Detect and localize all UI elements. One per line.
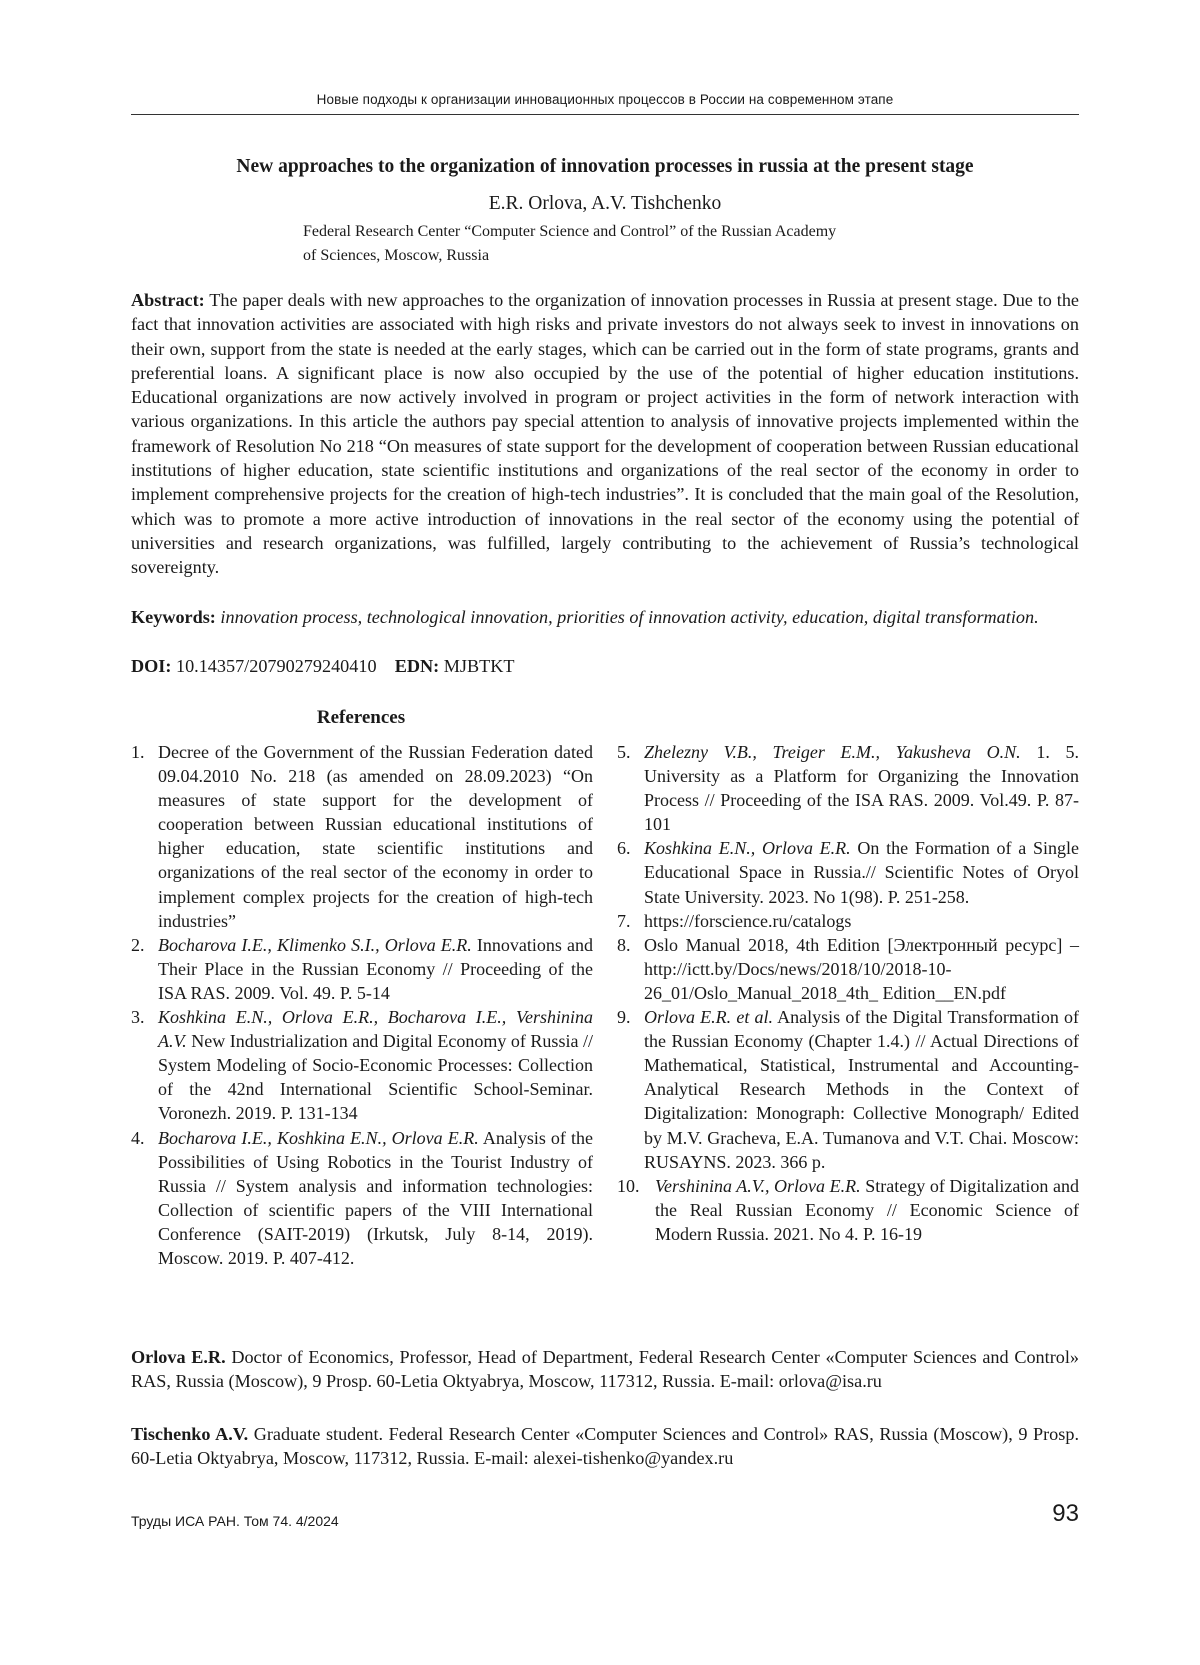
reference-authors: Bocharova I.E., Klimenko S.I., Orlova E.R.: [158, 934, 472, 955]
reference-text: Strategy of Digitalization and the Real Russian Economy // Economic Science of Modern Russia. 2021. No 4. P. 16-19: [655, 1175, 1079, 1244]
reference-text: Decree of the Government of the Russian Federation dated 09.04.2010 No. 218 (as amended on 28.09.2023) “On measures of state support for the development of cooperation between Russian educational institutions of higher education, state scientific institutions and organizations of the real sector of the economy in order to implement complex projects for the creation of high-tech industries”: [158, 742, 593, 931]
article-title: New approaches to the organization of innovation processes in russia at the present stage: [236, 156, 974, 177]
reference-text: Analysis of the Possibilities of Using Robotics in the Tourist Industry of Russia // System analysis and information technologies: Collection of scientific papers of the VIII International Conference (SAIT-2019) (Irkutsk, July 8-14, 2019). Moscow. 2019. P. 407-412.: [158, 1127, 593, 1268]
running-header: Новые подходы к организации инновационных процессов в России на современном этапе: [316, 92, 894, 107]
abstract: [131, 288, 1079, 580]
reference-item: [617, 1005, 1079, 1174]
affiliation-line-2: of Sciences, Moscow, Russia: [303, 247, 490, 264]
reference-text: Innovations and Their Place in the Russian Economy // Proceeding of the ISA RAS. 2009. Vol. 49. P. 5-14: [158, 934, 594, 1003]
references-heading: References: [316, 707, 406, 728]
affiliation-line-1: Federal Research Center “Computer Science and Control” of the Russian Academy: [303, 223, 837, 240]
reference-text: New Industrialization and Digital Economy of Russia // System Modeling of Socio-Economic Processes: Collection of the 42nd International Scientific School-Seminar. Voronezh. 2019. P. 131-134: [158, 1031, 593, 1124]
reference-number: 6.: [617, 838, 631, 859]
reference-item: [131, 1126, 593, 1271]
reference-number: 7.: [617, 910, 631, 931]
reference-number: 9.: [617, 1007, 631, 1028]
reference-authors: Zhelezny V.B., Treiger E.M., Yakusheva O.N.: [644, 742, 1021, 762]
article-authors: E.R. Orlova, A.V. Tishchenko: [488, 193, 722, 214]
reference-authors: Koshkina E.N., Orlova E.R., Bocharova I.E., Vershinina A.V.: [158, 1007, 593, 1052]
bio-name: Orlova E.R.: [131, 1347, 226, 1367]
reference-text: On the Formation of a Single Educational Space in Russia.// Scientific Notes of Oryol State University. 2023. No 1(98). P. 251-258.: [644, 838, 1079, 907]
reference-authors: Koshkina E.N., Orlova E.R.: [644, 838, 851, 859]
reference-number: 10.: [617, 1175, 640, 1196]
reference-item: [617, 1174, 1079, 1246]
abstract-text: The paper deals with new approaches to the organization of innovation processes in Russia at present stage. Due to the fact that innovation activities are associated with high risks and private investors do not always seek to invest in innovations on their own, support from the state is needed at the early stages, which can be carried out in the form of state programs, grants and preferential loans. A significant place is now also occupied by the use of the potential of higher education institutions. Educational organizations are now actively involved in program or project activities in the form of network interaction with various organizations. In this article the authors pay special attention to analysis of innovative projects implemented within the framework of Resolution No 218 “On measures of state support for the development of cooperation between Russian educational institutions of higher education, state scientific institutions and organizations of the real sector of the economy in order to implement comprehensive projects for the creation of high-tech industries”. It is concluded that the main goal of the Resolution, which was to promote a more active introduction of innovations in the real sector of the economy using the potential of universities and research organizations, was fulfilled, largely contributing to the achievement of Russia’s technological sovereignty.: [131, 290, 1079, 578]
keywords-text: innovation process, technological innovation, priorities of innovation activity, education, digital transformation.: [215, 607, 1039, 627]
reference-number: 2.: [131, 934, 145, 955]
reference-number: 1.: [131, 742, 145, 762]
reference-item: [131, 1005, 593, 1125]
header-divider: [131, 114, 1079, 115]
doi-value: 10.14357/20790279240410: [171, 656, 377, 676]
reference-number: 5.: [617, 742, 631, 762]
author-bio: [131, 1345, 1079, 1393]
reference-item: [617, 836, 1079, 908]
references-right-column: [617, 740, 1079, 1246]
reference-link[interactable]: https://forscience.ru/catalogs: [644, 910, 852, 931]
reference-item: [131, 740, 593, 933]
keywords: [131, 605, 1079, 629]
bio-name: Tischenko A.V.: [131, 1424, 249, 1444]
reference-text: 1. 5. University as a Platform for Organizing the Innovation Process // Proceeding of the ISA RAS. 2009. Vol.49. P. 87-101: [644, 742, 1079, 835]
reference-item: [617, 933, 1079, 1005]
reference-item: [617, 909, 1079, 933]
reference-authors: Vershinina A.V., Orlova E.R.: [655, 1175, 861, 1196]
author-bio: [131, 1422, 1079, 1470]
reference-item: [617, 740, 1079, 836]
bio-text: Doctor of Economics, Professor, Head of Department, Federal Research Center «Computer Sciences and Control» RAS, Russia (Moscow), 9 Prosp. 60-Letia Oktyabrya, Moscow, 117312, Russia. E-mail: orlova@isa.ru: [131, 1347, 1079, 1392]
author-affiliation: [303, 220, 923, 268]
doi-label: DOI:: [131, 656, 172, 676]
edn-label: EDN:: [394, 656, 440, 676]
reference-text: Analysis of the Digital Transformation of the Russian Economy (Chapter 1.4.) // Actual Directions of Mathematical, Statistical, Instrumental and Accounting-Analytical Research Methods in the Context of Digitalization: Monograph: Collective Monograph/ Edited by M.V. Gracheva, E.A. Tumanova and V.T. Chai. Moscow: RUSAYNS. 2023. 366 p.: [644, 1007, 1080, 1172]
reference-item: [131, 933, 593, 1005]
keywords-label: Keywords:: [131, 607, 216, 627]
abstract-label: Abstract:: [131, 290, 205, 310]
reference-text: Oslo Manual 2018, 4th Edition [Электронный ресурс] – http://ictt.by/Docs/news/2018/10/2018-10-26_01/Oslo_Manual_2018_4th_ Edition__EN.pdf: [644, 934, 1079, 1003]
footer-journal-info: Труды ИСА РАН. Том 74. 4/2024: [131, 1513, 339, 1529]
edn-value: MJBTKT: [439, 656, 515, 676]
bio-text: Graduate student. Federal Research Center «Computer Sciences and Control» RAS, Russia (Moscow), 9 Prosp. 60-Letia Oktyabrya, Moscow, 117312, Russia. E-mail: alexei-tishenko@yandex.ru: [131, 1424, 1079, 1469]
page-number: 93: [1052, 1500, 1079, 1527]
reference-number: 8.: [617, 934, 631, 955]
doi-edn-line: [131, 654, 1079, 678]
references-left-column: [131, 740, 593, 1270]
reference-number: 4.: [131, 1127, 145, 1148]
reference-authors: Bocharova I.E., Koshkina E.N., Orlova E.R.: [158, 1127, 479, 1148]
reference-number: 3.: [131, 1007, 145, 1028]
reference-authors: Orlova E.R. et al.: [644, 1007, 773, 1028]
